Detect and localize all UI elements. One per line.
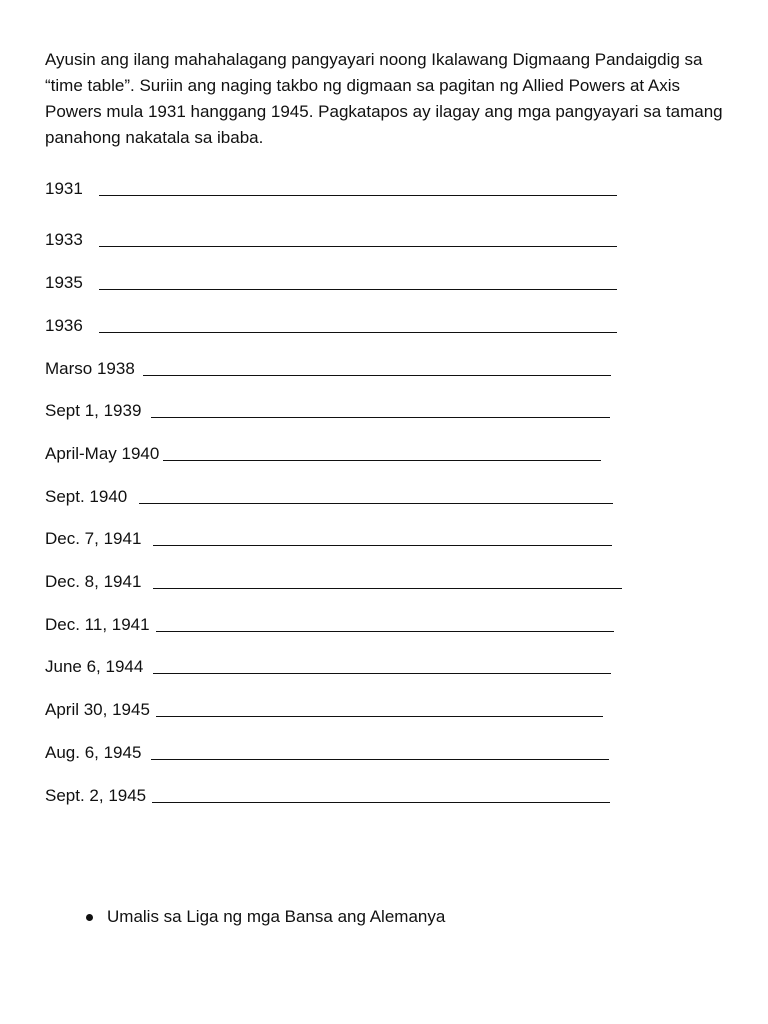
answer-blank[interactable] xyxy=(99,246,617,247)
instructions-paragraph: Ayusin ang ilang mahahalagang pangyayari noong Ikalawang Digmaang Pandaigdig sa “time table”. Suriin ang naging takbo ng digmaan sa pagitan ng Allied Powers at Axis Powers mula 1931 hanggang 1945. Pagkatapos ay ilagay ang mga pangyayari sa tamang panahong nakatala sa ibaba. xyxy=(45,50,723,147)
timeline-row xyxy=(45,354,611,380)
timeline-row xyxy=(45,396,610,422)
timeline-row xyxy=(45,311,617,337)
answer-blank[interactable] xyxy=(99,289,617,290)
timeline-date: Dec. 11, 1941 xyxy=(45,615,150,634)
timeline-row xyxy=(45,268,617,294)
timeline-row xyxy=(45,738,609,764)
answer-blank[interactable] xyxy=(143,375,611,376)
answer-blank[interactable] xyxy=(153,588,622,589)
timeline-date: Marso 1938 xyxy=(45,359,135,378)
timeline-date: 1936 xyxy=(45,316,83,335)
timeline-date: April 30, 1945 xyxy=(45,700,150,719)
timeline-row xyxy=(45,610,614,636)
timeline-date: Dec. 7, 1941 xyxy=(45,529,142,548)
bullet-icon xyxy=(86,914,93,921)
answer-blank[interactable] xyxy=(163,460,601,461)
answer-blank[interactable] xyxy=(99,332,617,333)
answer-blank[interactable] xyxy=(151,759,609,760)
answer-blank[interactable] xyxy=(139,503,613,504)
answer-blank[interactable] xyxy=(153,545,612,546)
timeline-row xyxy=(45,439,601,465)
answer-blank[interactable] xyxy=(151,417,610,418)
event-item xyxy=(86,904,445,930)
answer-blank[interactable] xyxy=(156,631,614,632)
timeline-date: April-May 1940 xyxy=(45,444,160,463)
timeline-row xyxy=(45,652,611,678)
timeline-date: Sept 1, 1939 xyxy=(45,401,142,420)
answer-blank[interactable] xyxy=(156,716,603,717)
timeline-row xyxy=(45,174,617,200)
event-text: Umalis sa Liga ng mga Bansa ang Alemanya xyxy=(107,907,446,926)
timeline-row xyxy=(45,695,603,721)
timeline-date: June 6, 1944 xyxy=(45,657,144,676)
timeline-row xyxy=(45,225,617,251)
timeline-date: 1933 xyxy=(45,230,83,249)
timeline-row xyxy=(45,482,613,508)
event-list xyxy=(86,904,445,930)
timeline-date: 1931 xyxy=(45,179,83,198)
timeline-row xyxy=(45,567,622,593)
timeline-date: Dec. 8, 1941 xyxy=(45,572,142,591)
answer-blank[interactable] xyxy=(152,802,610,803)
timeline-row xyxy=(45,524,612,550)
timeline-date: Aug. 6, 1945 xyxy=(45,743,142,762)
timeline-row xyxy=(45,781,610,807)
timeline-date: Sept. 1940 xyxy=(45,487,128,506)
timeline-date: Sept. 2, 1945 xyxy=(45,786,147,805)
answer-blank[interactable] xyxy=(99,195,617,196)
timeline-date: 1935 xyxy=(45,273,83,292)
answer-blank[interactable] xyxy=(153,673,611,674)
